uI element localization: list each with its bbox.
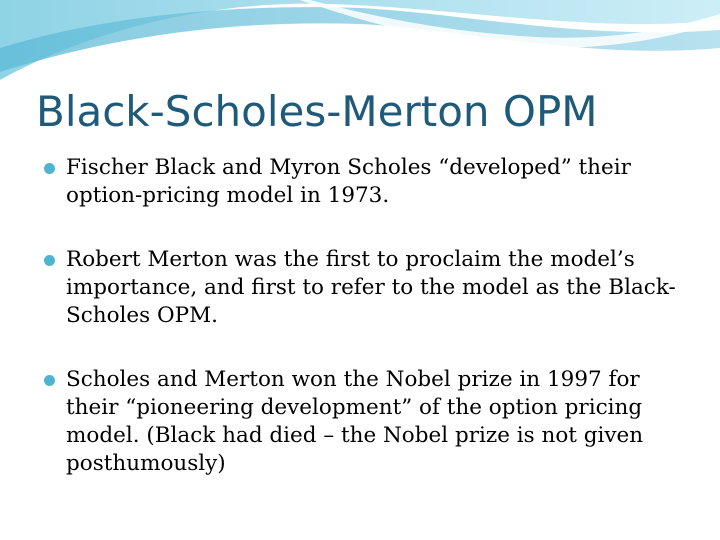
bullet-item xyxy=(44,246,684,330)
bullet-dot-icon xyxy=(44,375,55,386)
bullet-item xyxy=(44,154,684,210)
bullet-text: Scholes and Merton won the Nobel prize in 1997 for their “pioneering development” of the option pricing model. (Black had died – the Nobel prize is not given posthumously) xyxy=(66,367,644,476)
bullet-dot-icon xyxy=(44,255,55,266)
bullet-item xyxy=(44,366,684,478)
bullet-text: Robert Merton was the first to proclaim the model’s importance, and first to refer to the model as the Black-Scholes OPM. xyxy=(66,247,676,328)
slide-title: Black-Scholes-Merton OPM xyxy=(36,87,598,136)
bullet-list xyxy=(44,154,684,514)
bullet-dot-icon xyxy=(44,163,55,174)
bullet-text: Fischer Black and Myron Scholes “developed” their option-pricing model in 1973. xyxy=(66,155,631,208)
wave-header-decoration xyxy=(0,0,720,95)
